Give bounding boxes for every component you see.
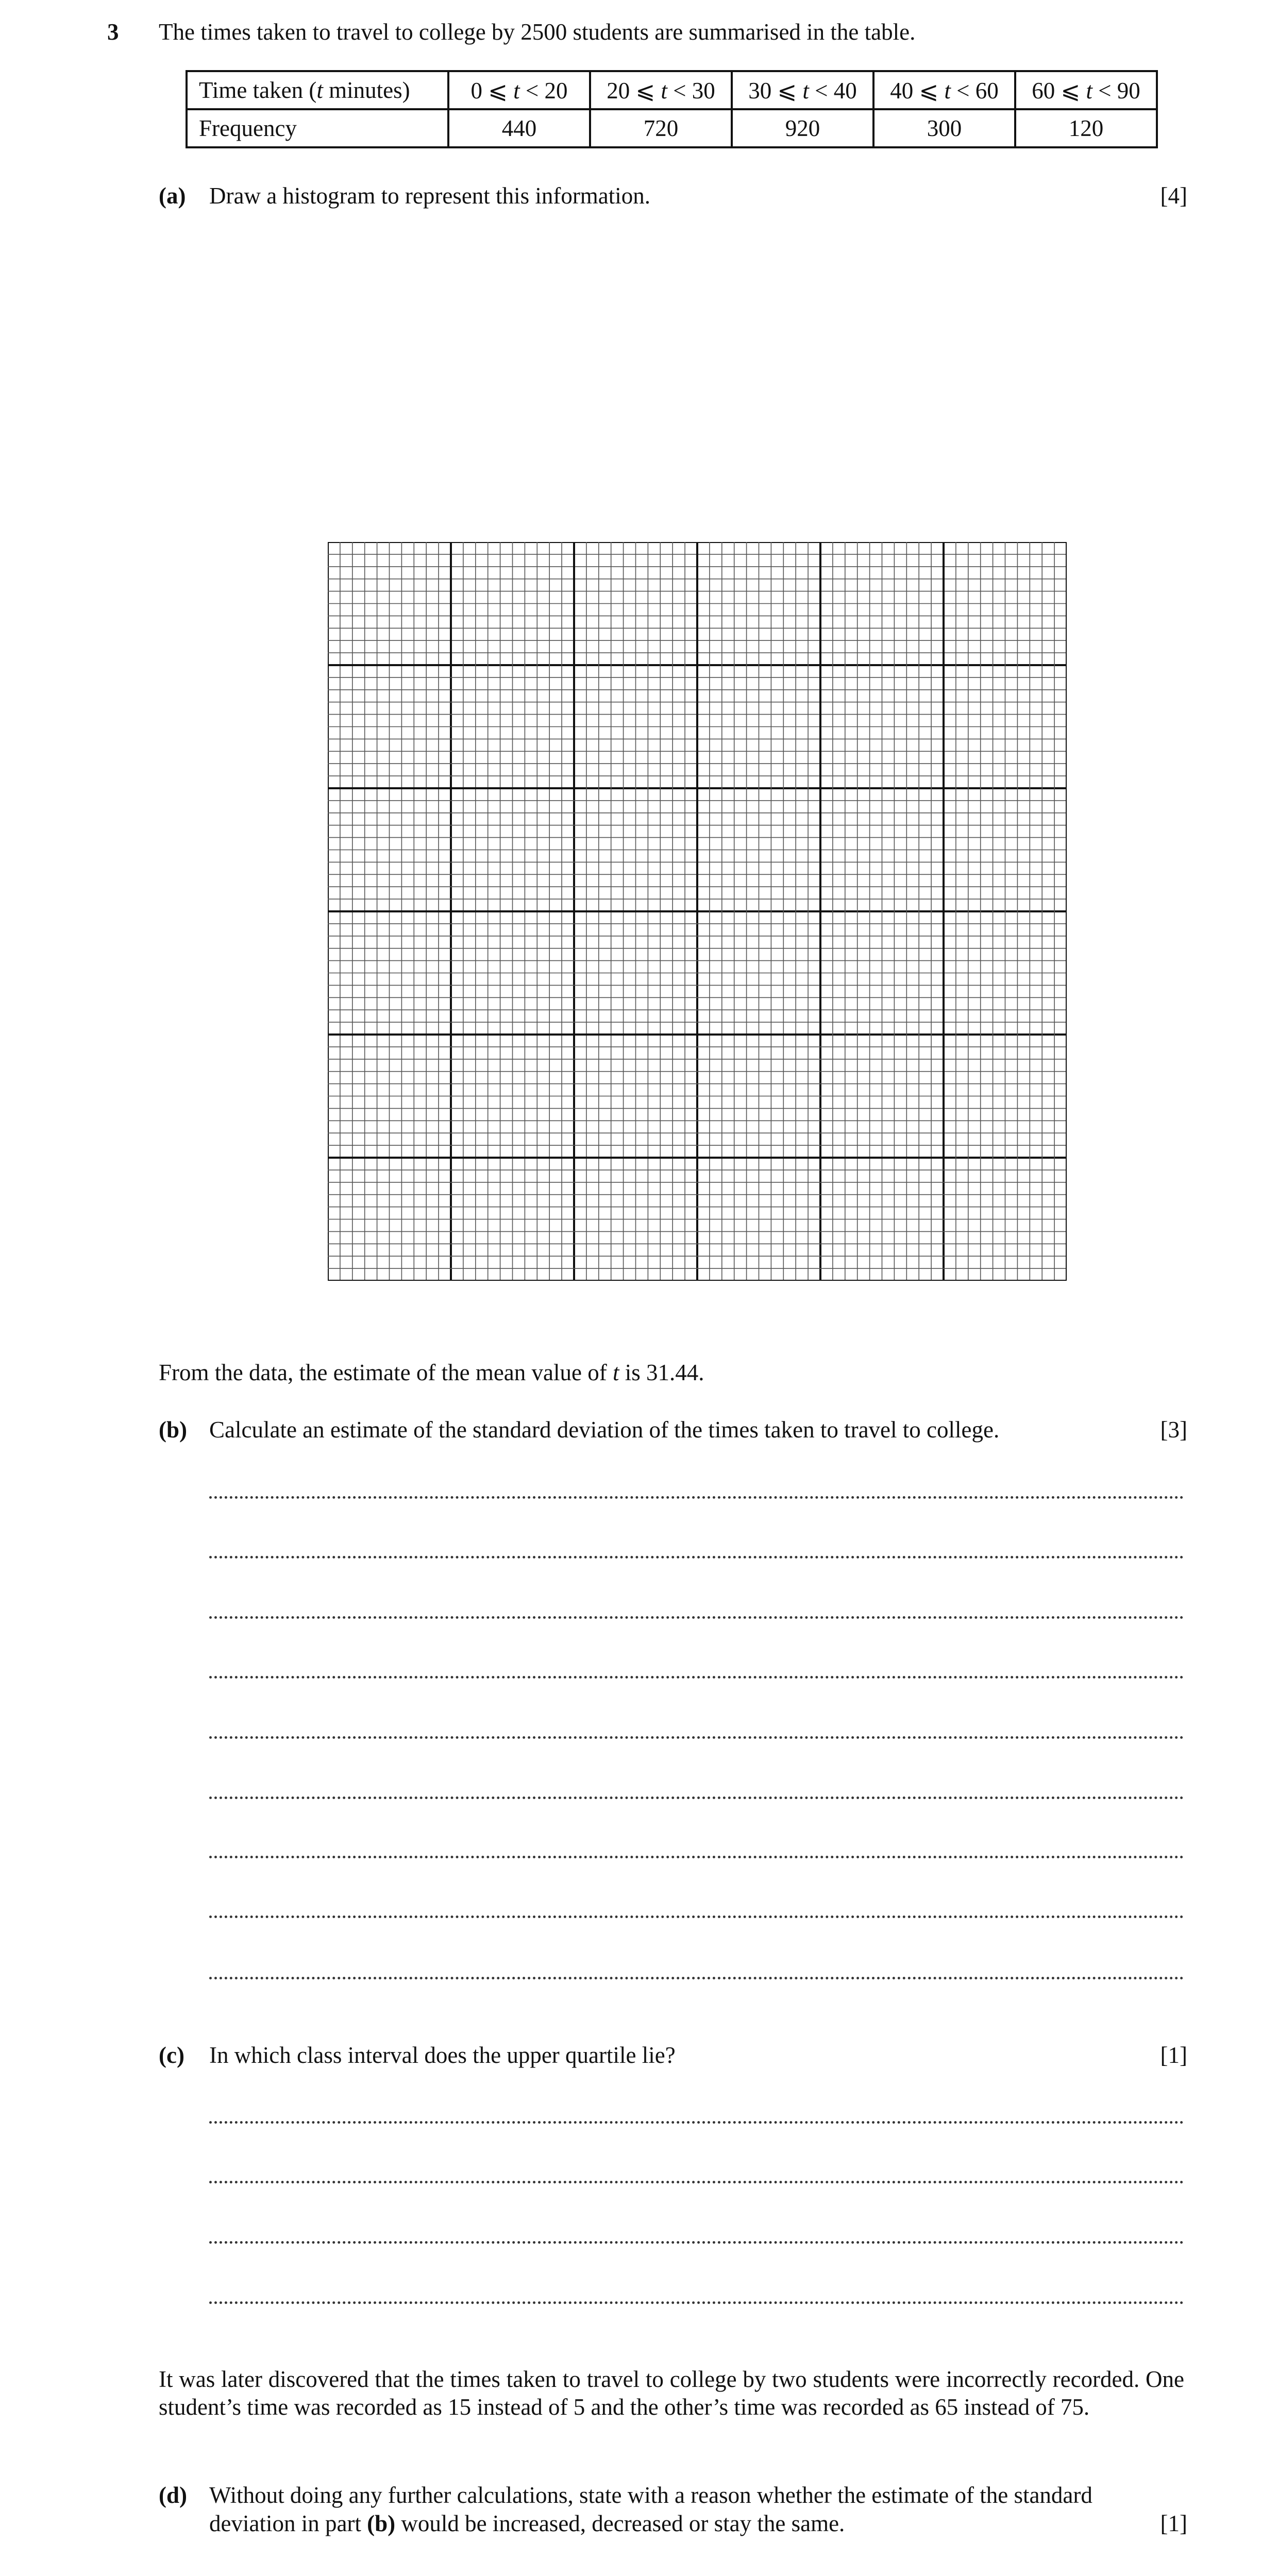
answer-line[interactable] — [209, 2181, 1184, 2183]
part-c-text: In which class interval does the upper quartile lie? — [209, 2042, 676, 2068]
part-a-label: (a) — [159, 183, 186, 209]
interval-cell: 20 ⩽ t < 30 — [590, 71, 732, 109]
part-b-label: (b) — [159, 1417, 187, 1443]
interval-cell: 60 ⩽ t < 90 — [1015, 71, 1157, 109]
part-c-marks: [1] — [1160, 2042, 1187, 2068]
interval-cell: 40 ⩽ t < 60 — [873, 71, 1015, 109]
part-d-label: (d) — [159, 2482, 187, 2508]
answer-line[interactable] — [209, 1556, 1184, 1558]
answer-line[interactable] — [209, 2241, 1184, 2244]
frequency-header: Frequency — [187, 109, 448, 147]
answer-line[interactable] — [209, 1736, 1184, 1739]
part-b-marks: [3] — [1160, 1417, 1187, 1443]
frequency-cell: 120 — [1015, 109, 1157, 147]
mean-statement: From the data, the estimate of the mean value of t is 31.44. — [159, 1360, 704, 1385]
answer-line[interactable] — [209, 1616, 1184, 1619]
frequency-cell: 300 — [873, 109, 1015, 147]
frequency-table — [186, 70, 1158, 148]
table-row-frequency — [187, 109, 1157, 147]
part-a-text: Draw a histogram to represent this information. — [209, 183, 651, 209]
graph-paper-grid[interactable] — [328, 542, 1067, 1281]
answer-line[interactable] — [209, 1916, 1184, 1918]
answer-line[interactable] — [209, 1977, 1184, 1979]
answer-line[interactable] — [209, 2301, 1184, 2304]
answer-line[interactable] — [209, 1856, 1184, 1858]
part-d-marks: [1] — [1160, 2511, 1187, 2536]
answer-line[interactable] — [209, 1496, 1184, 1499]
part-c-label: (c) — [159, 2042, 184, 2068]
frequency-cell: 720 — [590, 109, 732, 147]
question-stem: The times taken to travel to college by 2500 students are summarised in the table. — [159, 19, 916, 45]
interval-cell: 0 ⩽ t < 20 — [448, 71, 590, 109]
answer-line[interactable] — [209, 1797, 1184, 1799]
part-d-text-line1: Without doing any further calculations, state with a reason whether the estimate of the standard — [209, 2482, 1092, 2508]
part-b-text: Calculate an estimate of the standard deviation of the times taken to travel to college. — [209, 1417, 1000, 1443]
frequency-cell: 440 — [448, 109, 590, 147]
table-row-time — [187, 71, 1157, 109]
time-taken-header: Time taken (t minutes) — [187, 71, 448, 109]
answer-line[interactable] — [209, 1676, 1184, 1679]
part-a-marks: [4] — [1160, 183, 1187, 209]
discovery-paragraph: It was later discovered that the times taken to travel to college by two students were incorrectly recorded. One student’s time was recorded as 15 instead of 5 and the other’s time was recorded as 65 instead of 75. — [159, 2366, 1184, 2420]
frequency-cell: 920 — [732, 109, 873, 147]
part-d-text-line2: deviation in part (b) would be increased, decreased or stay the same. — [209, 2511, 845, 2536]
interval-cell: 30 ⩽ t < 40 — [732, 71, 873, 109]
question-number: 3 — [107, 19, 119, 45]
answer-line[interactable] — [209, 2121, 1184, 2124]
